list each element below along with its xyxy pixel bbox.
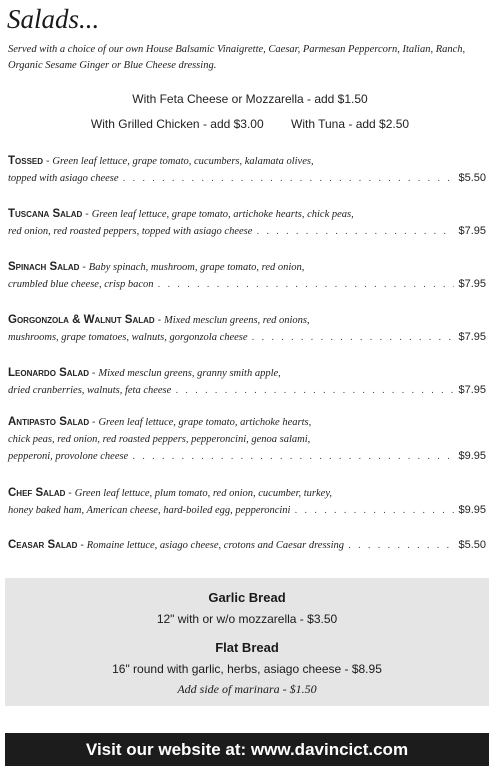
item-desc-line3: pepperoni, provolone cheese [8, 451, 129, 462]
dot-leader [252, 329, 455, 346]
item-desc-line1: Mixed mesclun greens, red onions, [164, 315, 310, 326]
item-desc-line2: honey baked ham, American cheese, hard-boiled egg, pepperoncini [8, 505, 291, 516]
garlic-bread-title: Garlic Bread [208, 590, 286, 605]
item-price: $7.95 [458, 225, 486, 237]
dot-leader [158, 276, 455, 293]
item-price: $7.95 [458, 331, 486, 343]
flat-bread-desc: 16" round with garlic, herbs, asiago cheese - $8.95 [112, 662, 382, 676]
dot-leader [256, 223, 454, 240]
dot-leader [175, 382, 454, 399]
dot-leader [123, 170, 455, 187]
item-desc-line2: topped with asiago cheese [8, 173, 119, 184]
dot-leader [348, 537, 454, 554]
item-price: $5.50 [458, 539, 486, 551]
menu-item-leonardo-salad: Leonardo Salad - Mixed mesclun greens, granny smith apple, dried cranberries, walnuts, feta cheese . . . $7.95 [8, 365, 486, 399]
addon-cheese-text: With Feta Cheese or Mozzarella - add $1.50 [132, 92, 368, 106]
website-banner-text: Visit our website at: www.davincict.com [85, 739, 409, 759]
item-desc-line1: Baby spinach, mushroom, grape tomato, red onion, [88, 262, 305, 273]
addon-cheese [0, 92, 500, 106]
menu-item-chef-salad: Chef Salad - Green leaf lettuce, plum tomato, red onion, cucumber, turkey, honey baked ham, American cheese, hard-boiled egg, pepperoncini . . . $9.95 [8, 485, 486, 519]
breads-panel [5, 578, 489, 706]
item-name: Antipasto Salad [8, 416, 90, 428]
item-price: $5.50 [458, 172, 486, 184]
item-desc-line1: Green leaf lettuce, grape tomato, cucumbers, kalamata olives, [52, 156, 314, 167]
menu-item-spinach-salad: Spinach Salad - Baby spinach, mushroom, grape tomato, red onion, crumbled blue cheese, crisp bacon . . . $7.95 [8, 259, 486, 293]
item-price: $9.95 [458, 504, 486, 516]
item-price: $7.95 [458, 384, 486, 396]
menu-item-tuscana-salad: Tuscana Salad - Green leaf lettuce, grape tomato, artichoke hearts, chick peas, red onion, red roasted peppers, topped with asiago cheese . . . $7.95 [8, 206, 486, 240]
addon-proteins [0, 117, 500, 131]
item-desc-line1: Mixed mesclun greens, granny smith apple, [98, 368, 281, 379]
menu-item-tossed: Tossed - Green leaf lettuce, grape tomato, cucumbers, kalamata olives, topped with asiago cheese . . . $5.50 [8, 153, 486, 187]
dot-leader [132, 448, 454, 465]
item-name: Chef Salad [8, 487, 66, 499]
addon-chicken-text: With Grilled Chicken - add $3.00 [90, 117, 264, 131]
section-title: Salads... [7, 4, 100, 34]
item-name: Ceasar Salad [8, 539, 78, 551]
item-price: $7.95 [458, 278, 486, 290]
garlic-bread-desc: 12" with or w/o mozzarella - $3.50 [156, 612, 338, 626]
item-desc-line1: Romaine lettuce, asiago cheese, crotons and Caesar dressing [86, 540, 345, 551]
item-desc-line2: red onion, red roasted peppers, topped with asiago cheese [8, 226, 253, 237]
item-desc-line2: crumbled blue cheese, crisp bacon [8, 279, 154, 290]
item-name: Tuscana Salad [8, 208, 83, 220]
menu-item-gorgonzola-walnut-salad: Gorgonzola & Walnut Salad - Mixed mesclun greens, red onions, mushrooms, grape tomatoes, walnuts, gorgonzola cheese . . . $7.95 [8, 312, 486, 346]
dressing-note: Served with a choice of our own House Balsamic Vinaigrette, Caesar, Parmesan Peppercorn, Italian, Ranch, Organic Sesame Ginger or Blue Cheese dressing. [8, 44, 466, 71]
flat-bread-title: Flat Bread [215, 640, 279, 655]
item-name: Leonardo Salad [8, 367, 89, 379]
menu-item-ceasar-salad: Ceasar Salad - Romaine lettuce, asiago cheese, crotons and Caesar dressing . . . $5.50 [8, 537, 486, 554]
addon-tuna-text: With Tuna - add $2.50 [291, 117, 410, 131]
item-name: Tossed [8, 155, 44, 167]
item-name: Gorgonzola & Walnut Salad [8, 314, 155, 326]
website-banner [5, 733, 489, 766]
item-price: $9.95 [458, 450, 486, 462]
item-desc-line2: mushrooms, grape tomatoes, walnuts, gorgonzola cheese [8, 332, 248, 343]
item-desc-line1: Green leaf lettuce, grape tomato, artichoke hearts, [98, 417, 312, 428]
item-desc-line2: chick peas, red onion, red roasted peppers, pepperoncini, genoa salami, [8, 434, 311, 445]
item-desc-line2: dried cranberries, walnuts, feta cheese [8, 385, 172, 396]
dot-leader [294, 502, 454, 519]
menu-item-antipasto-salad: Antipasto Salad - Green leaf lettuce, grape tomato, artichoke hearts, chick peas, red onion, red roasted peppers, pepperoncini, genoa salami, pepperoni, provolone cheese . . . $9.95 [8, 414, 486, 465]
item-desc-line1: Green leaf lettuce, plum tomato, red onion, cucumber, turkey, [74, 488, 333, 499]
item-desc-line1: Green leaf lettuce, grape tomato, artichoke hearts, chick peas, [91, 209, 354, 220]
marinara-note: Add side of marinara - $1.50 [177, 682, 317, 696]
item-name: Spinach Salad [8, 261, 80, 273]
